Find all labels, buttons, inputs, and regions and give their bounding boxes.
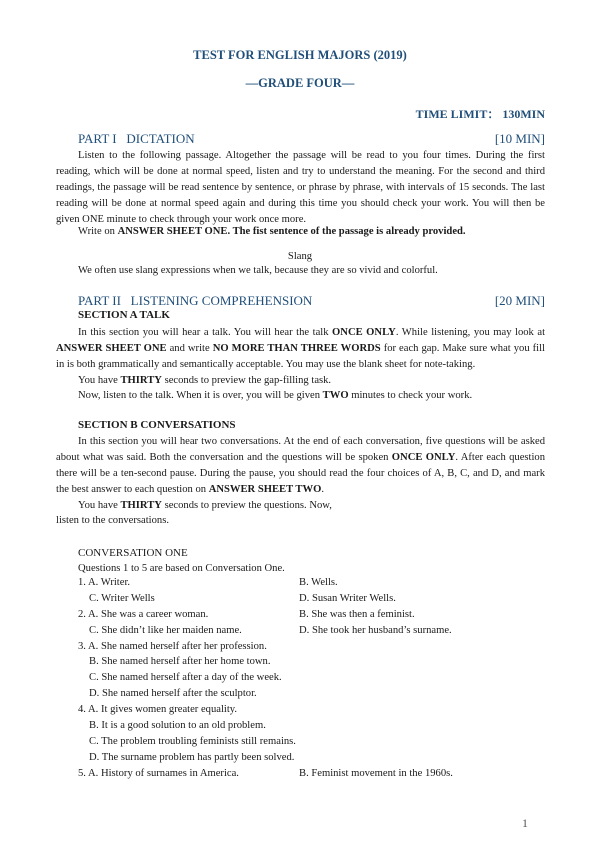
exam-title: TEST FOR ENGLISH MAJORS (2019): [193, 48, 407, 62]
q2-option-a: 2. A. She was a career woman.: [78, 609, 209, 620]
part1-points: [10 MIN]: [494, 131, 545, 146]
q5-option-a: 5. A. History of surnames in America.: [78, 768, 239, 779]
passage-title: Slang: [287, 251, 313, 262]
q2-option-b: B. She was then a feminist.: [299, 609, 415, 620]
section-a-heading: SECTION A TALK: [78, 309, 170, 321]
q4-option-b: B. It is a good solution to an old problem.: [89, 720, 266, 731]
section-a-instructions: In this section you will hear a talk. You will hear the talk ONCE ONLY. While listening, you may look at ANSWER SHEET ONE and write NO MORE THAN THREE WORDS for each gap. Make sure what you fill in is both grammatically and semantically acceptable. You may use the blank sheet for note-taking.: [56, 327, 546, 370]
write-on-line: Write on ANSWER SHEET ONE. The fist sentence of the passage is already provided.: [78, 226, 466, 237]
grade-subtitle: —GRADE FOUR—: [245, 76, 355, 90]
q1-option-a: 1. A. Writer.: [78, 577, 131, 588]
q2-option-c: C. She didn’t like her maiden name.: [89, 625, 242, 636]
first-sentence: We often use slang expressions when we talk, because they are so vivid and colorful.: [78, 265, 438, 276]
q1-option-b: B. Wells.: [299, 577, 338, 588]
q3-option-c: C. She named herself after a day of the week.: [89, 672, 282, 683]
time-limit: TIME LIMIT： 130MIN: [415, 107, 545, 121]
part1-instructions: Listen to the following passage. Altogether the passage will be read to you four times. During the first reading, which will be done at normal speed, listen and try to understand the meaning. For the second and third readings, the passage will be read sentence by sentence, or phrase by phrase, with intervals of 15 seconds. The last reading will be done at normal speed again and during this time you should check your work. You will then be given ONE minute to check through your work once more.: [56, 150, 545, 225]
conversation-one-intro: Questions 1 to 5 are based on Conversation One.: [78, 563, 285, 574]
preview-gap-line: You have THIRTY seconds to preview the gap-filling task.: [78, 375, 332, 386]
q4-option-a: 4. A. It gives women greater equality.: [78, 704, 238, 715]
conversation-one-heading: CONVERSATION ONE: [78, 547, 188, 559]
q3-option-b: B. She named herself after her home town.: [89, 656, 271, 667]
q5-option-b: B. Feminist movement in the 1960s.: [299, 768, 453, 779]
part2-points: [20 MIN]: [494, 293, 545, 308]
q4-option-d: D. The surname problem has partly been solved.: [89, 752, 295, 763]
listen-talk-line: Now, listen to the talk. When it is over, you will be given TWO minutes to check your work.: [78, 390, 473, 401]
part1-heading: [78, 131, 545, 147]
listen-conversations-line: listen to the conversations.: [56, 515, 169, 526]
q3-option-a: 3. A. She named herself after her profession.: [78, 641, 267, 652]
q4-option-c: C. The problem troubling feminists still remains.: [89, 736, 296, 747]
part1-title: PART I DICTATION: [78, 131, 195, 146]
q3-option-d: D. She named herself after the sculptor.: [89, 688, 257, 699]
section-b-heading: SECTION B CONVERSATIONS: [78, 419, 236, 431]
section-b-instructions: In this section you will hear two conversations. At the end of each conversation, five questions will be asked about what was said. Both the conversation and the questions will be spoken ONCE ONLY. After each question there will be a ten-second pause. During the pause, you should read the four choices of A, B, C, and D, and mark the best answer to each question on ANSWER SHEET TWO.: [56, 436, 546, 495]
page-number: 1: [522, 816, 528, 830]
q1-option-c: C. Writer Wells: [89, 593, 155, 604]
q2-option-d: D. She took her husband’s surname.: [299, 625, 452, 636]
part2-heading: [78, 293, 545, 309]
part2-title: PART II LISTENING COMPREHENSION: [78, 293, 313, 308]
q1-option-d: D. Susan Writer Wells.: [299, 593, 396, 604]
preview-questions-line: You have THIRTY seconds to preview the questions. Now,: [78, 500, 332, 511]
